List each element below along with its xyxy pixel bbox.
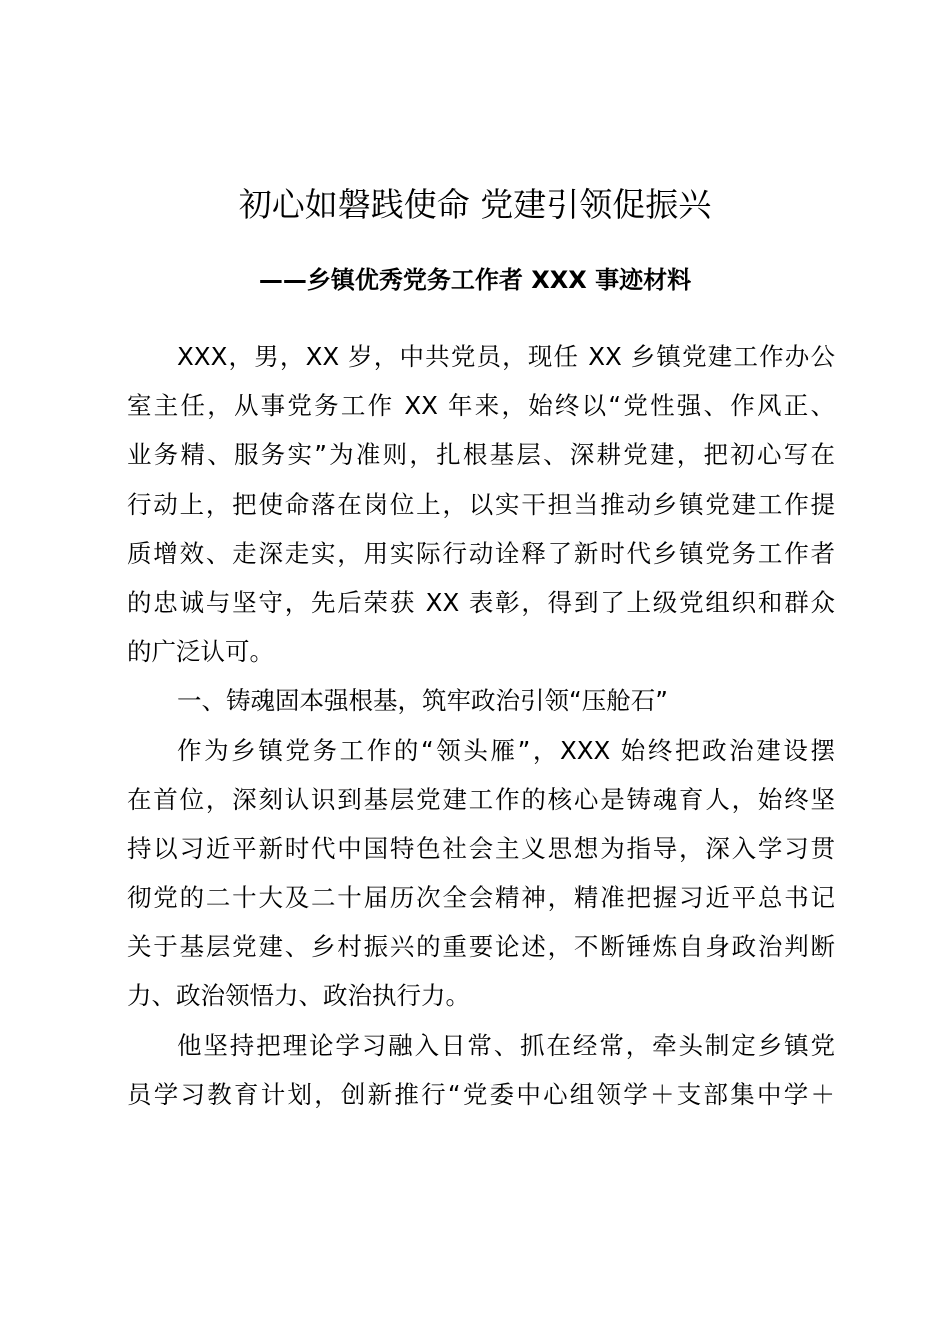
section-heading: 一、铸魂固本强根基，筑牢政治引领“压舱石” [177,686,668,716]
body-line: 持以习近平新时代中国特色社会主义思想为指导，深入学习贯 [127,833,835,863]
body-line: 行动上，把使命落在岗位上，以实干担当推动乡镇党建工作提 [127,489,835,519]
body-line: XXX，男，XX 岁，中共党员，现任 XX 乡镇党建工作办公 [177,342,835,371]
body-line: 的广泛认可。 [127,637,274,667]
document-body [127,332,835,1119]
body-line: 业务精、服务实”为准则，扎根基层、深耕党建，把初心写在 [127,440,835,470]
body-line: 关于基层党建、乡村振兴的重要论述，不断锤炼自身政治判断 [127,932,835,962]
document-title: 初心如磐践使命 党建引领促振兴 [238,185,712,224]
body-line: 力、政治领悟力、政治执行力。 [127,981,470,1011]
body-line: 质增效、走深走实，用实际行动诠释了新时代乡镇党务工作者 [127,538,835,568]
body-line: 在首位，深刻认识到基层党建工作的核心是铸魂育人，始终坚 [127,784,835,814]
body-line: 他坚持把理论学习融入日常、抓在经常，牵头制定乡镇党 [177,1030,835,1060]
document-subtitle: ——乡镇优秀党务工作者 XXX 事迹材料 [258,266,692,294]
body-line: 作为乡镇党务工作的“领头雁”，XXX 始终把政治建设摆 [177,735,835,765]
body-line: 的忠诚与坚守，先后荣获 XX 表彰，得到了上级党组织和群众 [127,587,835,617]
body-line: 室主任，从事党务工作 XX 年来，始终以“党性强、作风正、 [127,391,835,421]
body-line: 彻党的二十大及二十届历次全会精神，精准把握习近平总书记 [127,883,835,913]
body-line: 员学习教育计划，创新推行“党委中心组领学＋支部集中学＋ [127,1079,835,1109]
